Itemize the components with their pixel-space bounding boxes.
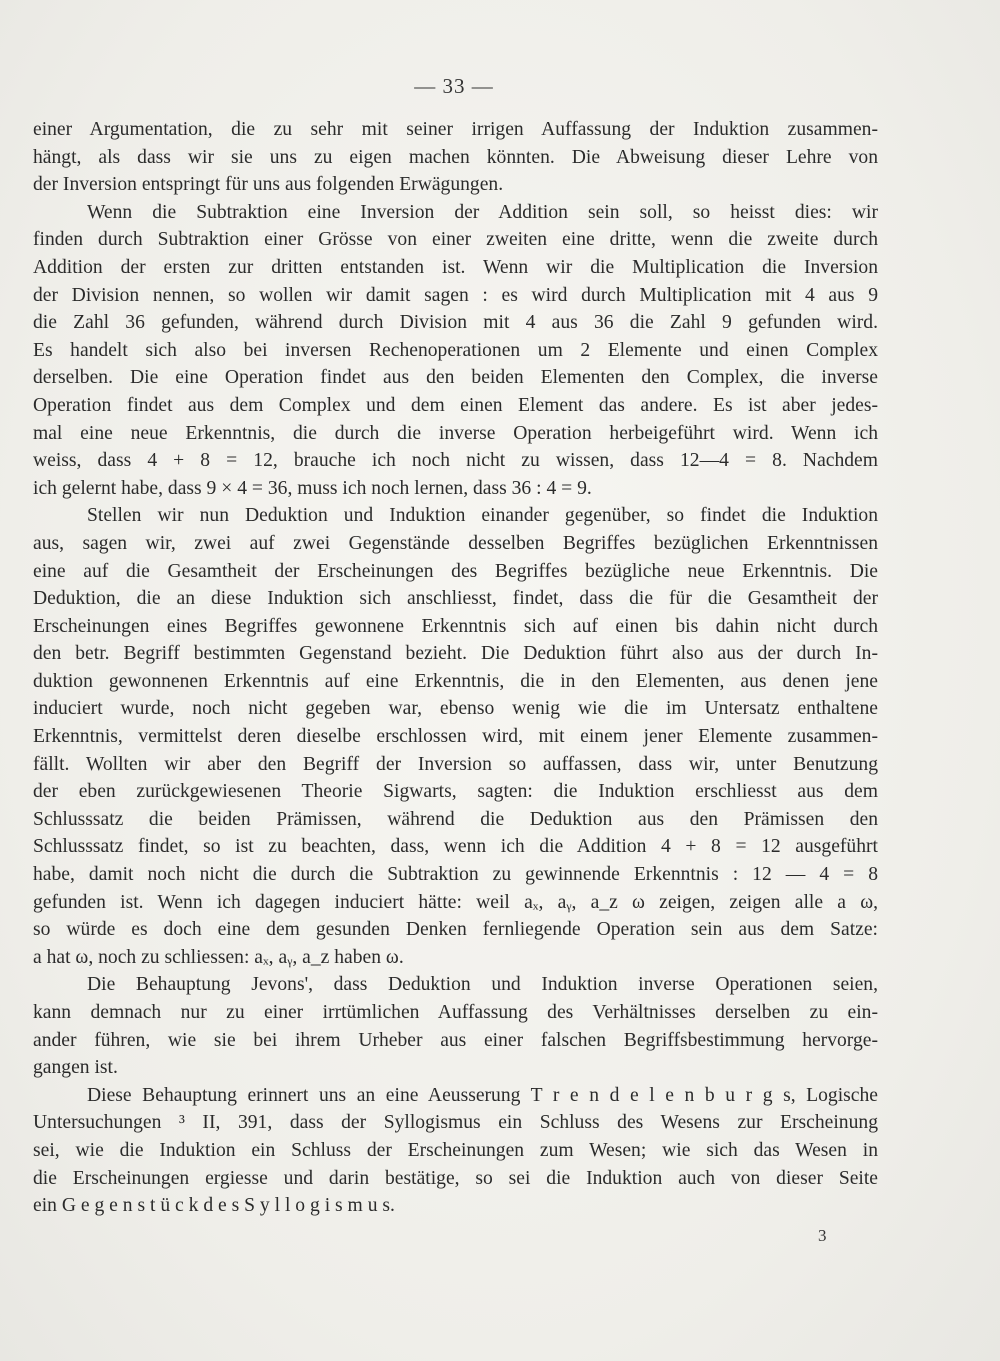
text-line: den betr. Begriff bestimmten Gegenstand bezieht. Die Deduktion führt also aus der durch In- xyxy=(33,643,878,665)
text-line: aus, sagen wir, zwei auf zwei Gegenstände desselben Begriffes bezüglichen Erkenntnissen xyxy=(33,532,878,554)
text-line: Stellen wir nun Deduktion und Induktion einander gegenüber, so findet die Induktion xyxy=(87,505,878,527)
text-line: ein G e g e n s t ü c k d e s S y l l o g i s m u s. xyxy=(33,1195,395,1217)
text-line: kann demnach nur zu einer irrtümlichen Auffassung des Verhältnisses derselben zu ein- xyxy=(33,1002,878,1023)
page-number-header: — 33 — xyxy=(414,74,494,98)
text-line: die Zahl 36 gefunden, während durch Division mit 4 aus 36 die Zahl 9 gefunden wird. xyxy=(33,312,878,334)
text-line: Erkenntnis, vermittelst deren dieselbe erschlossen wird, mit einem jener Elemente zusammen- xyxy=(33,726,878,748)
text-line: hängt, als dass wir sie uns zu eigen machen könnten. Die Abweisung dieser Lehre von xyxy=(33,146,878,168)
body-text xyxy=(33,116,878,1220)
text-line: ich gelernt habe, dass 9 × 4 = 36, muss ich noch lernen, dass 36 : 4 = 9. xyxy=(33,477,592,499)
text-line: der Inversion entspringt für uns aus folgenden Erwägungen. xyxy=(33,174,504,196)
text-line: einer Argumentation, die zu sehr mit seiner irrigen Auffassung der Induktion zusammen- xyxy=(33,119,878,140)
text-line: Deduktion, die an diese Induktion sich anschliesst, findet, dass die für die Gesamtheit der xyxy=(33,588,878,610)
text-line: Wenn die Subtraktion eine Inversion der Addition sein soll, so heisst dies: wir xyxy=(87,201,878,223)
text-line: die Erscheinungen ergiesse und darin bestätige, so sei die Induktion auch von dieser Seite xyxy=(33,1167,878,1189)
text-line: sei, wie die Induktion ein Schluss der Erscheinungen zum Wesen; wie sich das Wesen in xyxy=(33,1139,878,1161)
text-line: eine auf die Gesamtheit der Erscheinungen des Begriffes bezügliche neue Erkenntnis. Die xyxy=(33,560,878,582)
text-line: Operation findet aus dem Complex und dem einen Element das andere. Es ist aber jedes- xyxy=(33,394,878,416)
text-line: der eben zurückgewiesenen Theorie Sigwarts, sagten: die Induktion erschliesst aus dem xyxy=(33,781,878,803)
text-line: ander führen, wie sie bei ihrem Urheber aus einer falschen Begriffsbestimmung hervorge- xyxy=(33,1029,878,1051)
text-line: duktion gewonnenen Erkenntnis auf eine Erkenntnis, die in den Elementen, aus denen jene xyxy=(33,670,878,692)
text-line: habe, damit noch nicht die durch die Subtraktion zu gewinnende Erkenntnis : 12 — 4 = 8 xyxy=(33,864,878,886)
signature-mark: 3 xyxy=(818,1226,827,1245)
text-line: Erscheinungen eines Begriffes gewonnene Erkenntnis sich auf einen bis dahin nicht durch xyxy=(33,615,878,637)
text-line: a hat ω, noch zu schliessen: aₓ, aᵧ, a_z haben ω. xyxy=(33,946,404,968)
text-line: finden durch Subtraktion einer Grösse von einer zweiten eine dritte, wenn die zweite durch xyxy=(33,229,878,251)
text-line: Schlusssatz die beiden Prämissen, während die Deduktion aus den Prämissen den xyxy=(33,808,878,830)
text-line: induciert wurde, noch nicht gegeben war, ebenso wenig wie die im Untersatz enthaltene xyxy=(33,698,878,720)
text-line: Es handelt sich also bei inversen Rechenoperationen um 2 Elemente und einen Complex xyxy=(33,339,878,361)
text-line: Schlusssatz findet, so ist zu beachten, dass, wenn ich die Addition 4 + 8 = 12 ausgeführt xyxy=(33,836,878,858)
text-line: der Division nennen, so wollen wir damit sagen : es wird durch Multiplication mit 4 aus 9 xyxy=(33,284,878,306)
text-line: gangen ist. xyxy=(33,1057,118,1079)
text-line: Die Behauptung Jevons', dass Deduktion und Induktion inverse Operationen seien, xyxy=(87,974,878,996)
text-line: fällt. Wollten wir aber den Begriff der Inversion so auffassen, dass wir, unter Benutzung xyxy=(33,753,878,775)
text-line: weiss, dass 4 + 8 = 12, brauche ich noch nicht zu wissen, dass 12—4 = 8. Nachdem xyxy=(33,450,878,472)
text-line: gefunden ist. Wenn ich dagegen induciert hätte: weil aₓ, aᵧ, a_z ω zeigen, zeigen alle a ω, xyxy=(33,891,878,913)
text-line: Diese Behauptung erinnert uns an eine Aeusserung T r e n d e l e n b u r g s, Logische xyxy=(87,1084,878,1106)
text-line: so würde es doch eine dem gesunden Denken fernliegende Operation sein aus dem Satze: xyxy=(33,919,878,941)
text-line: mal eine neue Erkenntnis, die durch die inverse Operation herbeigeführt wird. Wenn ich xyxy=(33,422,878,444)
text-line: derselben. Die eine Operation findet aus den beiden Elementen den Complex, die inverse xyxy=(33,367,878,389)
text-line: Addition der ersten zur dritten entstanden ist. Wenn wir die Multiplication die Inversion xyxy=(33,256,878,278)
text-line: Untersuchungen ³ II, 391, dass der Syllogismus ein Schluss des Wesens zur Erscheinung xyxy=(33,1112,878,1134)
